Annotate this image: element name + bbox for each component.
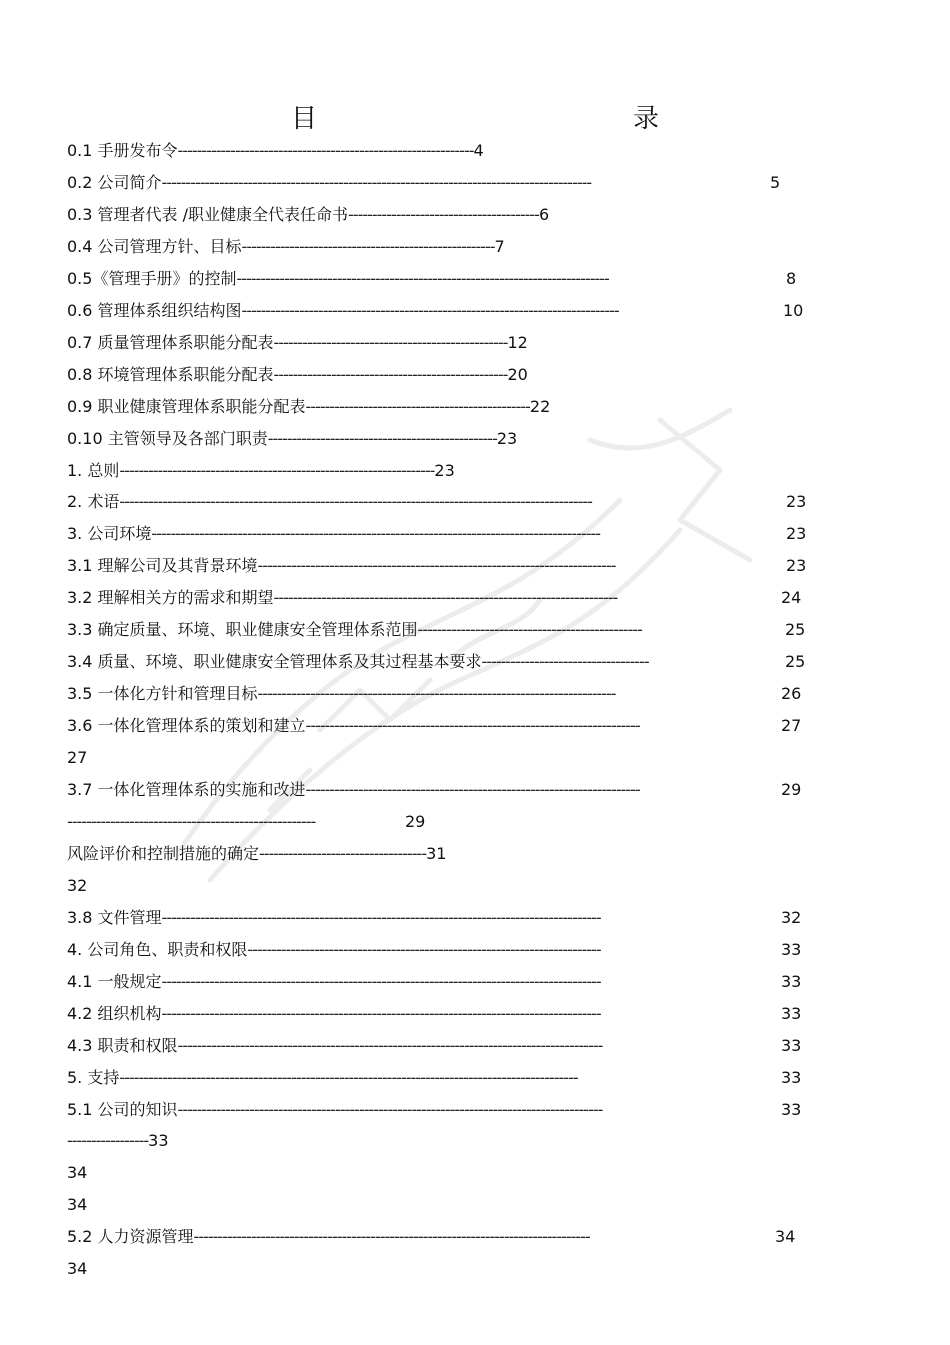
toc-entry[interactable] — [67, 908, 601, 928]
toc-entry-title: 4. 公司角色、职责和权限 — [67, 940, 248, 959]
toc-entry[interactable] — [67, 940, 601, 960]
toc-page-number: 34 — [775, 1227, 796, 1246]
toc-entry-title: 0.4 公司管理方针、目标 — [67, 237, 242, 256]
toc-entry-title: 27 — [67, 748, 88, 767]
toc-entry-title: 3.7 一体化管理体系的实施和改进 — [67, 780, 306, 799]
toc-page-number: 27 — [781, 716, 802, 735]
toc-page-number: 8 — [786, 269, 797, 288]
toc-entry[interactable] — [67, 780, 640, 800]
toc-page-number: 31 — [426, 844, 447, 863]
toc-entry[interactable] — [67, 397, 550, 417]
toc-entry[interactable] — [67, 524, 600, 544]
toc-entry-title: 0.2 公司简介 — [67, 173, 162, 192]
toc-entry-title: 34 — [67, 1259, 88, 1278]
toc-leader-dots: ----------------------------------- — [259, 844, 427, 863]
toc-page-number: 33 — [781, 972, 802, 991]
toc-leader-dots: ------------------------------------------------------------------------------ — [236, 269, 609, 288]
toc-entry[interactable] — [67, 844, 446, 864]
toc-entry[interactable] — [67, 556, 616, 576]
toc-leader-dots: ------------------------------------------------ — [267, 429, 497, 448]
toc-entry-title: 32 — [67, 876, 88, 895]
toc-entry[interactable] — [67, 1100, 602, 1120]
toc-entry[interactable] — [67, 1163, 87, 1183]
toc-leader-dots: ---------------------------------------------------------------------------------------------- — [151, 524, 601, 543]
toc-entry-title: 3.1 理解公司及其背景环境 — [67, 556, 258, 575]
toc-entry-title: 3.4 质量、环境、职业健康安全管理体系及其过程基本要求 — [67, 652, 482, 671]
toc-page-number: 20 — [507, 365, 528, 384]
toc-page-number: 33 — [781, 1068, 802, 1087]
toc-entry-title: 3.5 一体化方针和管理目标 — [67, 684, 258, 703]
toc-entry[interactable] — [67, 1131, 169, 1151]
toc-entry-title: 4.2 组织机构 — [67, 1004, 162, 1023]
toc-entry[interactable] — [67, 237, 505, 257]
toc-entry-title: 0.6 管理体系组织结构图 — [67, 301, 242, 320]
toc-leader-dots: ------------------------------------------------- — [273, 333, 508, 352]
toc-page-number: 12 — [507, 333, 528, 352]
toc-leader-dots: ---------------------------------------------------------------------- — [305, 780, 640, 799]
toc-entry-title: 4.3 职责和权限 — [67, 1036, 178, 1055]
toc-entry-title: 3. 公司环境 — [67, 524, 152, 543]
toc-leader-dots: ------------------------------------------------------------------------------------------------ — [119, 1068, 578, 1087]
toc-leader-dots: ------------------------------------------------------------------ — [119, 461, 435, 480]
toc-entry-title: 5.1 公司的知识 — [67, 1100, 178, 1119]
toc-entry-title: 5.2 人力资源管理 — [67, 1227, 194, 1246]
toc-entry-title: 34 — [67, 1163, 88, 1182]
toc-page-number: 33 — [781, 1100, 802, 1119]
toc-entry-title: 0.3 管理者代表 /职业健康全代表任命书 — [67, 205, 349, 224]
toc-entry-title: 3.8 文件管理 — [67, 908, 162, 927]
toc-page-number: 26 — [781, 684, 802, 703]
toc-page-number: 29 — [405, 812, 426, 831]
toc-entry[interactable] — [67, 1004, 601, 1024]
toc-entry[interactable] — [67, 461, 455, 481]
toc-entry[interactable] — [67, 173, 591, 193]
toc-entry[interactable] — [67, 652, 649, 672]
toc-entry-title: 0.5《管理手册》的控制 — [67, 269, 237, 288]
toc-entry-title: 1. 总则 — [67, 461, 120, 480]
toc-leader-dots: --------------------------------------------------------------------------------------------------- — [119, 492, 592, 511]
toc-page-number: 33 — [781, 1036, 802, 1055]
toc-entry[interactable] — [67, 333, 528, 353]
toc-leader-dots: -------------------------------------------------------------- — [177, 141, 474, 160]
toc-page-number: 10 — [783, 301, 804, 320]
toc-entry[interactable] — [67, 1195, 87, 1215]
toc-entry-title: 0.8 环境管理体系职能分配表 — [67, 365, 274, 384]
toc-page-number: 33 — [781, 1004, 802, 1023]
toc-entry[interactable] — [67, 141, 484, 161]
toc-page-number: 23 — [786, 492, 807, 511]
toc-entry[interactable] — [67, 748, 87, 768]
toc-leader-dots: ----------------------------------------------------- — [241, 237, 495, 256]
toc-leader-dots: ------------------------------------------------------------------------------------------ — [161, 173, 592, 192]
toc-leader-dots: ------------------------------------------------- — [273, 365, 508, 384]
toc-entry[interactable] — [67, 301, 619, 321]
toc-page-number: 23 — [496, 429, 518, 448]
toc-page-number: 32 — [781, 908, 802, 927]
toc-entry-title: 34 — [67, 1195, 88, 1214]
toc-entry-title: 3.3 确定质量、环境、职业健康安全管理体系范围 — [67, 620, 418, 639]
toc-leader-dots: ----------------------------------------------- — [305, 397, 530, 416]
toc-entry[interactable] — [67, 205, 549, 225]
toc-entry-title: 0.7 质量管理体系职能分配表 — [67, 333, 274, 352]
toc-page-number: 33 — [781, 940, 802, 959]
toc-page-number: 29 — [781, 780, 802, 799]
toc-page-number: 23 — [786, 524, 807, 543]
toc-leader-dots: ----------------------------------------------------------------------------------------- — [177, 1100, 603, 1119]
toc-page-number: 5 — [770, 173, 781, 192]
page-title: 目 录 — [290, 104, 747, 134]
toc-page-number: 6 — [538, 205, 550, 224]
toc-entry-title: 0.1 手册发布令 — [67, 141, 178, 160]
toc-page-number: 23 — [786, 556, 807, 575]
toc-page-number: 25 — [785, 652, 806, 671]
toc-leader-dots: ---------------------------------------------------------------------- — [305, 716, 640, 735]
toc-entry[interactable] — [67, 620, 642, 640]
toc-entry[interactable] — [67, 492, 592, 512]
toc-entry[interactable] — [67, 1227, 590, 1247]
toc-entry[interactable] — [67, 684, 616, 704]
toc-entry[interactable] — [67, 1036, 602, 1056]
toc-leader-dots: --------------------------------------------------------------------------- — [257, 556, 616, 575]
toc-page-number: 24 — [781, 588, 802, 607]
toc-leader-dots: ----------------- — [67, 1131, 149, 1150]
toc-leader-dots: ----------------------------------- — [481, 652, 649, 671]
toc-leader-dots: ---------------------------------------- — [348, 205, 539, 224]
toc-page-number: 7 — [494, 237, 505, 256]
toc-entry[interactable] — [67, 716, 640, 736]
toc-entry[interactable] — [67, 588, 617, 608]
toc-leader-dots: ------------------------------------------------------------------------------- — [241, 301, 619, 320]
toc-entry-title: 3.2 理解相关方的需求和期望 — [67, 588, 274, 607]
toc-entry[interactable] — [67, 1259, 87, 1279]
toc-entry-title: 3.6 一体化管理体系的策划和建立 — [67, 716, 306, 735]
toc-leader-dots: ----------------------------------------------- — [417, 620, 642, 639]
toc-page-number: 23 — [434, 461, 455, 480]
toc-leader-dots: ----------------------------------------------------------------------------------------- — [177, 1036, 603, 1055]
toc-entry-title: 2. 术语 — [67, 492, 120, 511]
toc-entry[interactable] — [67, 365, 528, 385]
toc-page-number: 25 — [785, 620, 806, 639]
toc-leader-dots: -------------------------------------------------------------------------- — [247, 940, 601, 959]
toc-leader-dots: --------------------------------------------------------------------------- — [257, 684, 616, 703]
toc-entry[interactable] — [67, 269, 609, 289]
toc-leader-dots: -------------------------------------------------------------------------------------------- — [161, 908, 601, 927]
toc-page-number: 22 — [529, 397, 551, 416]
toc-entry-title: 4.1 一般规定 — [67, 972, 162, 991]
toc-leader-dots: -------------------------------------------------------------------------------------------- — [161, 972, 601, 991]
toc-leader-dots: ------------------------------------------------------------------------ — [273, 588, 618, 607]
toc-leader-dots: -------------------------------------------------------------------------------------------- — [161, 1004, 601, 1023]
toc-entry[interactable] — [67, 812, 315, 832]
toc-entry-title: 风险评价和控制措施的确定 — [67, 844, 260, 863]
toc-entry[interactable] — [67, 429, 517, 449]
toc-entry-title: 0.10 主管领导及各部门职责 — [67, 429, 268, 448]
toc-page-number: 4 — [473, 141, 484, 160]
toc-leader-dots: ---------------------------------------------------- — [67, 812, 316, 831]
toc-entry-title: 5. 支持 — [67, 1068, 120, 1087]
toc-leader-dots: ----------------------------------------------------------------------------------- — [193, 1227, 590, 1246]
toc-entry-title: 0.9 职业健康管理体系职能分配表 — [67, 397, 306, 416]
toc-page-number: 33 — [148, 1131, 169, 1150]
toc-entry[interactable] — [67, 876, 87, 896]
toc-entry[interactable] — [67, 972, 601, 992]
toc-entry[interactable] — [67, 1068, 578, 1088]
